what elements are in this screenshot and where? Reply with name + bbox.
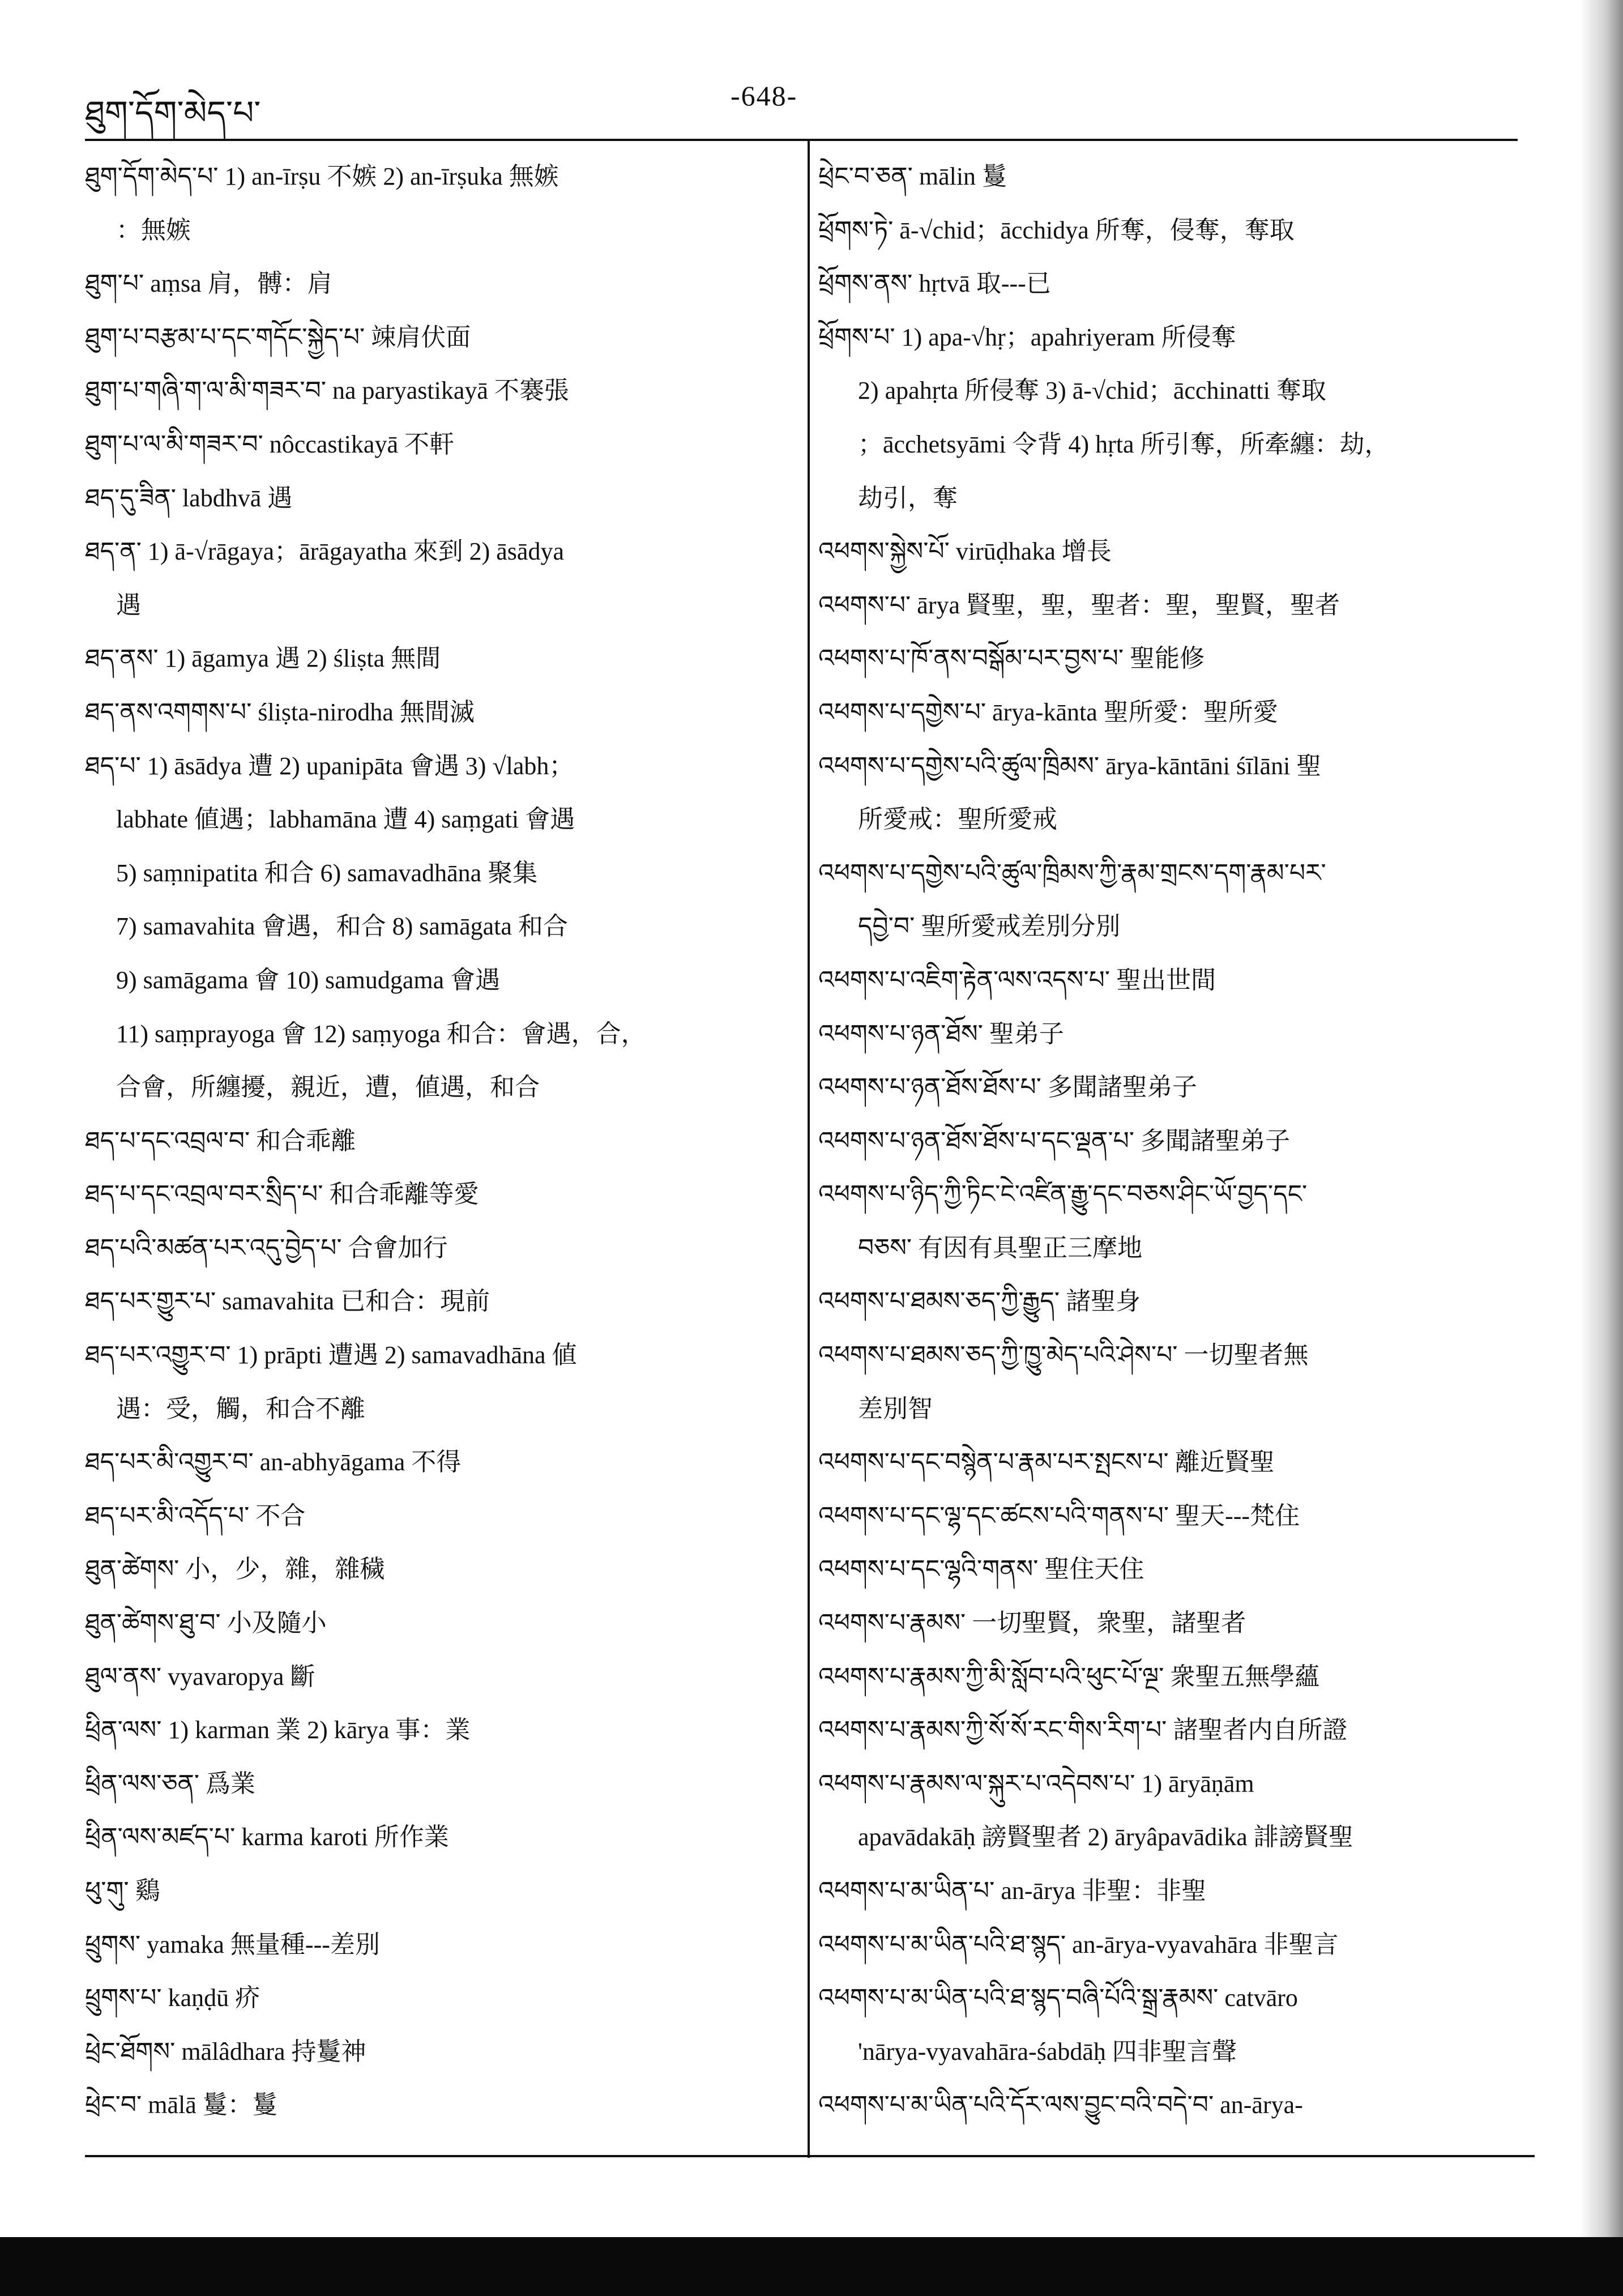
right-column <box>818 150 1523 2132</box>
dictionary-line: 9) samāgama 會 10) samudgama 會遇 <box>116 966 501 994</box>
dictionary-line: ཐུལ་ནས་ vyavaropya 斷 <box>85 1662 315 1691</box>
dictionary-line: འཕགས་པ་མ་ཡིན་པའི་ཐ་སྙད་ an-ārya-vyavahāra 非聖言 <box>818 1930 1339 1958</box>
dictionary-line: ཐད་ནས་འགགས་པ་ śliṣta-nirodha 無間滅 <box>85 698 475 726</box>
dictionary-line: ཐད་པ་དང་འབྲལ་བར་སྲིད་པ་ 和合乖離等愛 <box>85 1180 479 1209</box>
dictionary-line: འཕགས་པ་མ་ཡིན་པའི་ཐ་སྙད་བཞི་པོའི་སྒྲ་རྣམས་ catvāro <box>818 1984 1298 2012</box>
dictionary-line: 合會，所纏擾，親近，遭，値遇，和合 <box>116 1073 540 1102</box>
dictionary-line: འཕགས་པ་དང་བསྙེན་པ་རྣམ་པར་སྤངས་པ་ 離近賢聖 <box>818 1448 1275 1476</box>
dictionary-line: 'nārya-vyavahāra-śabdāḥ 四非聖言聲 <box>858 2037 1237 2065</box>
bottom-rule <box>85 2155 1535 2157</box>
dictionary-line: ཕྲེང་བ་ཅན་ mālin 鬘 <box>818 163 1007 190</box>
dictionary-line: 劫引，奪 <box>858 484 958 512</box>
dictionary-line: ཕྲུགས་པ་ kaṇḍū 疥 <box>85 1984 260 2012</box>
dictionary-line: ཐད་པའི་མཚན་པར་འདུ་བྱེད་པ་ 合會加行 <box>85 1234 448 1262</box>
dictionary-line: འཕགས་པ་དགྱེས་པའི་ཚུལ་ཁྲིམས་ ārya-kāntāni śīlāni 聖 <box>818 752 1322 780</box>
dictionary-line: འཕགས་པ་ཐམས་ཅད་ཀྱི་ཁྱུ་མེད་པའི་ཤེས་པ་ 一切聖者無 <box>818 1341 1309 1369</box>
dictionary-line: བཅས་ 有因有具聖正三摩地 <box>858 1234 1143 1262</box>
dictionary-line: འཕགས་པ་དགྱེས་པའི་ཚུལ་ཁྲིམས་ཀྱི་རྣམ་གྲངས་དག་རྣམ་པར་ <box>818 859 1326 887</box>
dictionary-line: འཕགས་པ་ཁོ་ནས་བསྒོམ་པར་བྱས་པ་ 聖能修 <box>818 645 1205 673</box>
dictionary-line: འཕགས་པ་ཉན་ཐོས་ཐོས་པ་དང་ལྡན་པ་ 多聞諸聖弟子 <box>818 1126 1291 1155</box>
dictionary-line: ཕྲིན་ལས་མཛད་པ་ karma karoti 所作業 <box>85 1823 449 1851</box>
dictionary-line: 遇 <box>116 591 141 619</box>
dictionary-line: labhate 値遇；labhamāna 遭 4) saṃgati 會遇 <box>116 805 575 834</box>
dictionary-line: ཐད་པར་མི་འགྱུར་བ་ an-abhyāgama 不得 <box>85 1448 462 1476</box>
running-headword: ཐུག་དོག་མེད་པ་ <box>85 93 261 132</box>
dictionary-line: ཐད་པར་གྱུར་པ་ samavahita 已和合：現前 <box>85 1287 490 1316</box>
dictionary-line: ཐུག་པ་ལ་མི་གཟར་བ་ nôccastikayā 不軒 <box>85 430 454 458</box>
dictionary-line: 所愛戒：聖所愛戒 <box>858 805 1057 834</box>
dictionary-line: འཕགས་པ་དང་ལྷ་དང་ཚངས་པའི་གནས་པ་ 聖天---梵住 <box>818 1501 1300 1530</box>
dictionary-line: འཕགས་པ་དགྱེས་པ་ ārya-kānta 聖所愛：聖所愛 <box>818 698 1278 726</box>
dictionary-line: ཕྲིན་ལས་ 1) karman 業 2) kārya 事：業 <box>85 1716 471 1744</box>
dictionary-line: 11) saṃprayoga 會 12) saṃyoga 和合：會遇，合， <box>116 1019 646 1048</box>
dictionary-line: འཕགས་པ་ཉན་ཐོས་ཐོས་པ་ 多聞諸聖弟子 <box>818 1073 1197 1102</box>
top-rule <box>85 139 1518 141</box>
scan-bottom-band <box>0 2237 1623 2296</box>
dictionary-line: ཐད་པར་འགྱུར་བ་ 1) prāpti 遭遇 2) samavadhāna 値 <box>85 1341 577 1369</box>
dictionary-line: ཐུག་དོག་མེད་པ་ 1) an-īrṣu 不嫉 2) an-īrṣuka 無嫉 <box>85 163 559 190</box>
dictionary-line: འཕགས་སྐྱེས་པོ་ virūḍhaka 增長 <box>818 537 1112 566</box>
dictionary-line: འཕགས་པ་དང་ལྷའི་གནས་ 聖住天住 <box>818 1555 1144 1584</box>
dictionary-line: ཕྲིན་ལས་ཅན་ 爲業 <box>85 1769 256 1798</box>
dictionary-line: ཐུག་པ་གཞི་ག་ལ་མི་གཟར་བ་ na paryastikayā 不褰張 <box>85 377 569 405</box>
dictionary-line: ཐད་ནས་ 1) āgamya 遇 2) śliṣta 無間 <box>85 645 441 673</box>
dictionary-line: ཐད་པར་མི་འདོད་པ་ 不合 <box>85 1501 306 1530</box>
dictionary-line: ཕྲོགས་ནས་ hṛtvā 取---已 <box>818 270 1051 298</box>
dictionary-line: འཕགས་པ་ཉིད་ཀྱི་ཏིང་ངེ་འཛིན་རྒྱུ་དང་བཅས་ཤིང་ཡོ་བྱད་དང་ <box>818 1180 1308 1209</box>
dictionary-line: ཐད་ན་ 1) ā-√rāgaya；ārāgayatha 來到 2) āsādya <box>85 537 564 566</box>
column-divider <box>808 139 810 2158</box>
dictionary-line: ཕྲེང་ཐོགས་ mālâdhara 持鬘神 <box>85 2037 366 2065</box>
dictionary-line: འཕགས་པ་མ་ཡིན་པའི་དོར་ལས་བྱུང་བའི་བདེ་བ་ an-ārya- <box>818 2091 1303 2119</box>
dictionary-line: འཕགས་པ་ཐམས་ཅད་ཀྱི་རྒྱུད་ 諸聖身 <box>818 1287 1141 1316</box>
dictionary-line: འཕགས་པ་རྣམས་ཀྱི་མི་སློབ་པའི་ཕུང་པོ་ལྔ་ 衆聖五無學蘊 <box>818 1662 1320 1691</box>
dictionary-line: ；ācchetsyāmi 令背 4) hṛta 所引奪，所牽纏：劫， <box>858 430 1390 458</box>
dictionary-line: ཕུ་གུ་ 鷄 <box>85 1877 160 1905</box>
dictionary-line: ཐུག་པ་བརྩམ་པ་དང་གདོང་སྐྱེད་པ་ 竦肩伏面 <box>85 323 471 351</box>
left-column <box>85 150 790 2132</box>
dictionary-line: 5) saṃnipatita 和合 6) samavadhāna 聚集 <box>116 859 538 887</box>
dictionary-line: འཕགས་པ་མ་ཡིན་པ་ an-ārya 非聖：非聖 <box>818 1877 1207 1905</box>
dictionary-line: ：無嫉 <box>116 216 191 244</box>
dictionary-line: འཕགས་པ་རྣམས་ 一切聖賢，衆聖，諸聖者 <box>818 1609 1246 1637</box>
dictionary-line: apavādakāḥ 謗賢聖者 2) āryâpavādika 誹謗賢聖 <box>858 1823 1353 1851</box>
dictionary-line: 7) samavahita 會遇，和合 8) samāgata 和合 <box>116 912 568 941</box>
dictionary-line: དབྱེ་བ་ 聖所愛戒差別分別 <box>858 912 1121 941</box>
dictionary-line: འཕགས་པ་ ārya 賢聖，聖，聖者：聖，聖賢，聖者 <box>818 591 1340 619</box>
dictionary-line: ཕྲེང་བ་ mālā 鬘：鬘 <box>85 2091 277 2119</box>
dictionary-line: 2) apahṛta 所侵奪 3) ā-√chid；ācchinatti 奪取 <box>858 377 1326 405</box>
dictionary-line: 差別智 <box>858 1394 933 1423</box>
dictionary-line: ཕྲོགས་ཏེ་ ā-√chid；ācchidya 所奪，侵奪，奪取 <box>818 216 1295 244</box>
dictionary-line: ཐུན་ཚེགས་ཐུ་བ་ 小及隨小 <box>85 1609 327 1637</box>
dictionary-line: ཐད་པ་ 1) āsādya 遭 2) upanipāta 會遇 3) √labh； <box>85 752 574 780</box>
dictionary-line: འཕགས་པ་རྣམས་ལ་སྐུར་པ་འདེབས་པ་ 1) āryāṇām <box>818 1769 1254 1798</box>
dictionary-line: འཕགས་པ་འཇིག་རྟེན་ལས་འདས་པ་ 聖出世間 <box>818 966 1216 994</box>
dictionary-line: ཐུན་ཚེགས་ 小，少，雜，雜穢 <box>85 1555 385 1584</box>
dictionary-line: ཕྲུགས་ yamaka 無量種---差別 <box>85 1930 380 1958</box>
dictionary-line: ཕྲོགས་པ་ 1) apa-√hṛ；apahriyeram 所侵奪 <box>818 323 1236 351</box>
dictionary-line: འཕགས་པ་རྣམས་ཀྱི་སོ་སོ་རང་གིས་རིག་པ་ 諸聖者内自所證 <box>818 1716 1348 1744</box>
page-edge-shadow <box>1580 0 1623 2237</box>
dictionary-line: འཕགས་པ་ཉན་ཐོས་ 聖弟子 <box>818 1019 1064 1048</box>
dictionary-line: 遇：受，觸，和合不離 <box>116 1394 365 1423</box>
dictionary-line: ཐད་པ་དང་འབྲལ་བ་ 和合乖離 <box>85 1126 356 1155</box>
dictionary-line: ཐུག་པ་ aṃsa 肩，髆：肩 <box>85 270 332 298</box>
dictionary-line: ཐད་དུ་ཟིན་ labdhvā 遇 <box>85 484 293 512</box>
page-number: -648- <box>731 80 798 112</box>
